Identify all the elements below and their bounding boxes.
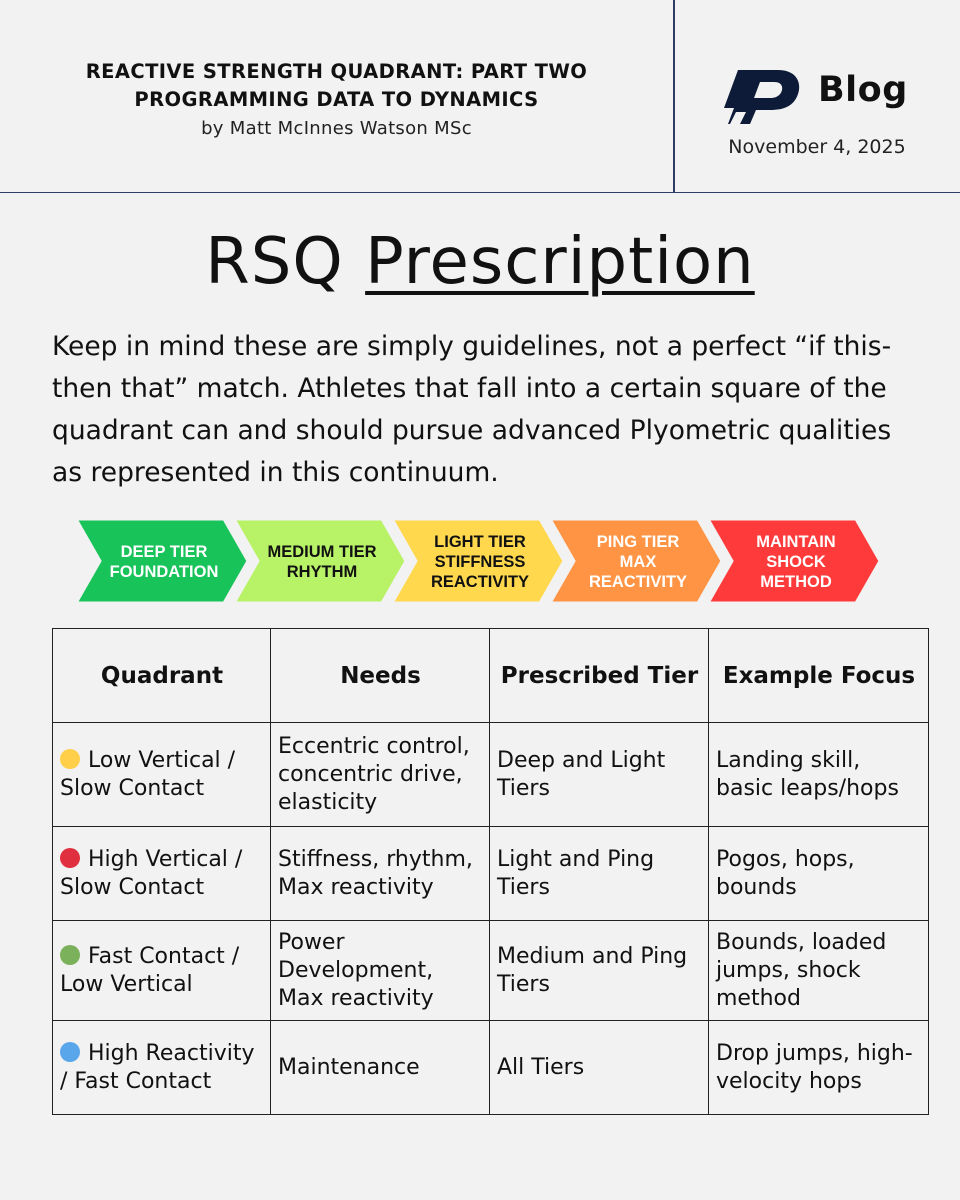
- tier-label: DEEP TIER: [120, 543, 208, 561]
- tier-chevron: [392, 519, 564, 603]
- tier-cell: Deep and Light Tiers: [490, 723, 709, 827]
- quadrant-label: High Reactivity / Fast Contact: [60, 1040, 255, 1094]
- tier-chevron-shape: [234, 519, 406, 603]
- tier-cell: Light and Ping Tiers: [490, 827, 709, 921]
- green-dot-icon: [60, 945, 80, 965]
- quadrant-cell: [53, 723, 271, 827]
- table-row: [53, 827, 929, 921]
- author-byline: by Matt McInnes Watson MSc: [201, 118, 472, 139]
- needs-cell: Stiffness, rhythm, Max reactivity: [271, 827, 490, 921]
- header-needs: Needs: [271, 629, 490, 723]
- tier-label: REACTIVITY: [588, 573, 688, 591]
- tier-label: LIGHT TIER: [434, 533, 526, 551]
- table-row: [53, 723, 929, 827]
- quadrant-cell: [53, 1021, 271, 1115]
- tier-chevron: [76, 519, 248, 603]
- tier-label: PING TIER: [596, 533, 680, 551]
- header-divider: [673, 0, 675, 192]
- tier-label: MEDIUM TIER: [267, 543, 377, 561]
- article-title: PROGRAMMING DATA TO DYNAMICS: [134, 88, 539, 111]
- table-row: [53, 1021, 929, 1115]
- p-logo-icon: [724, 68, 802, 126]
- yellow-dot-icon: [60, 749, 80, 769]
- blue-dot-icon: [60, 1042, 80, 1062]
- table-header-row: [53, 629, 929, 723]
- tier-label: FOUNDATION: [109, 563, 219, 581]
- focus-cell: Bounds, loaded jumps, shock method: [709, 921, 929, 1021]
- page-title-underlined: Prescription: [365, 225, 755, 299]
- quadrant-label: High Vertical / Slow Contact: [60, 846, 243, 900]
- focus-cell: Drop jumps, high-velocity hops: [709, 1021, 929, 1115]
- focus-cell: Pogos, hops, bounds: [709, 827, 929, 921]
- tier-continuum: [76, 519, 882, 603]
- tier-label: REACTIVITY: [430, 573, 530, 591]
- tier-label: METHOD: [760, 573, 832, 591]
- quadrant-cell: [53, 921, 271, 1021]
- header-example-focus: Example Focus: [709, 629, 929, 723]
- needs-cell: Eccentric control, concentric drive, elasticity: [271, 723, 490, 827]
- tier-cell: All Tiers: [490, 1021, 709, 1115]
- post-date: November 4, 2025: [728, 136, 906, 158]
- tier-chevron: [234, 519, 406, 603]
- tier-label: RHYTHM: [286, 563, 358, 581]
- blog-label: Blog: [818, 70, 908, 110]
- header: [0, 0, 960, 193]
- header-quadrant: Quadrant: [53, 629, 271, 723]
- quadrant-cell: [53, 827, 271, 921]
- tier-label: STIFFNESS: [434, 553, 526, 571]
- tier-chevron: [708, 519, 880, 603]
- tier-label: MAINTAIN: [756, 533, 836, 551]
- table-row: [53, 921, 929, 1021]
- red-dot-icon: [60, 848, 80, 868]
- quadrant-label: Low Vertical / Slow Contact: [60, 747, 236, 801]
- intro-paragraph: Keep in mind these are simply guidelines, not a perfect “if this-then that” match. Athletes that fall into a certain square of the quadrant can and should pursue advanced Plyometric qualities as represented in this continuum.: [52, 331, 892, 488]
- page-title: [0, 222, 960, 302]
- tier-label: SHOCK: [766, 553, 826, 571]
- rsq-table: [52, 628, 929, 1115]
- focus-cell: Landing skill, basic leaps/hops: [709, 723, 929, 827]
- header-prescribed-tier: Prescribed Tier: [490, 629, 709, 723]
- tier-label: MAX: [619, 553, 657, 571]
- quadrant-label: Fast Contact / Low Vertical: [60, 943, 240, 997]
- needs-cell: Power Development, Max reactivity: [271, 921, 490, 1021]
- tier-chevron: [550, 519, 722, 603]
- title-block: [0, 58, 673, 139]
- page-title-prefix: RSQ: [205, 225, 366, 299]
- needs-cell: Maintenance: [271, 1021, 490, 1115]
- tier-chevron-shape: [76, 519, 248, 603]
- series-title: REACTIVE STRENGTH QUADRANT: PART TWO: [85, 60, 588, 83]
- tier-cell: Medium and Ping Tiers: [490, 921, 709, 1021]
